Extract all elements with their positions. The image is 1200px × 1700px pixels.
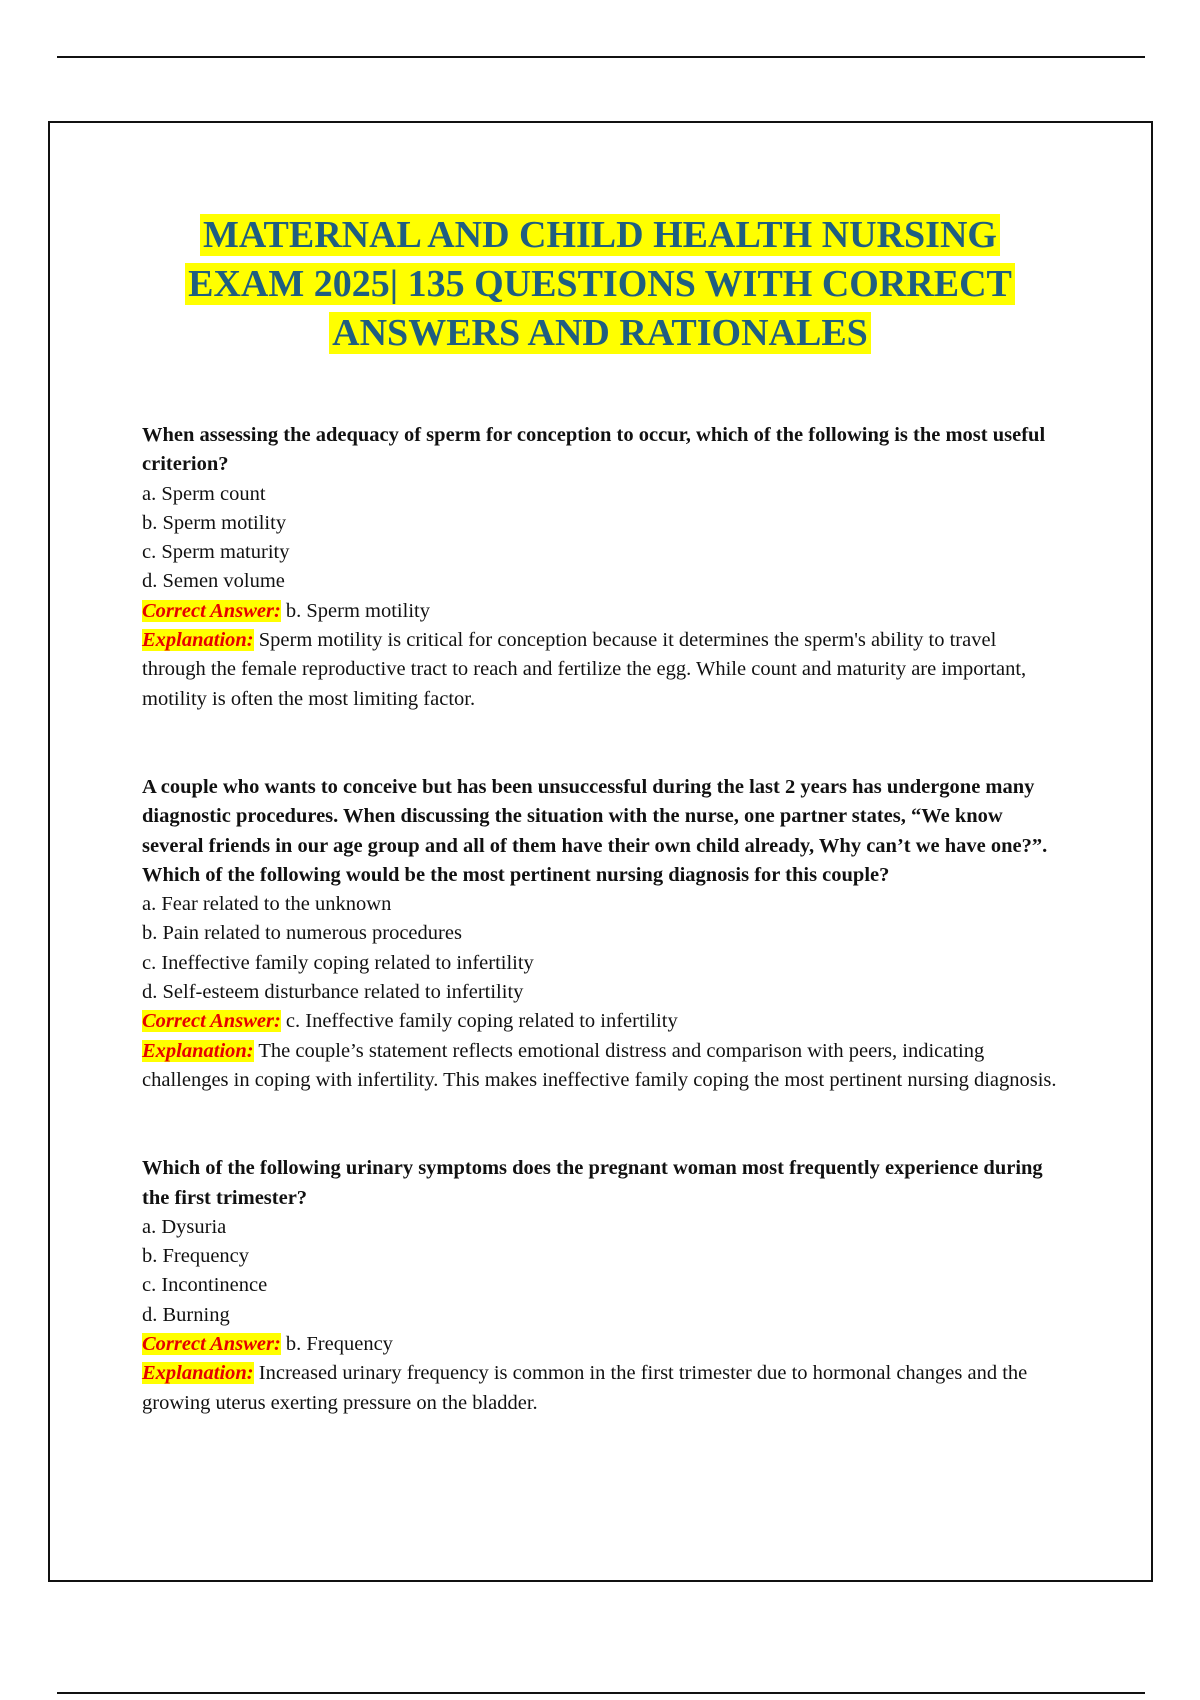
correct-answer-value: c. Ineffective family coping related to infertility (285, 1010, 678, 1033)
correct-answer-line (142, 1007, 1062, 1036)
correct-answer-line (142, 597, 1062, 626)
correct-answer-value: b. Frequency (285, 1333, 393, 1356)
question-block-1 (142, 421, 1062, 714)
option-c: c. Sperm maturity (142, 541, 290, 564)
explanation-text: Increased urinary frequency is common in the first trimester due to hormonal changes and the growing uterus exerting pressure on the bladder. (142, 1362, 1028, 1414)
question-text: When assessing the adequacy of sperm for conception to occur, which of the following is the most useful criterion? (142, 424, 1046, 476)
option-d: d. Self-esteem disturbance related to infertility (142, 981, 524, 1004)
questions-list (142, 421, 1062, 1418)
correct-answer-label: Correct Answer: (142, 1010, 281, 1033)
option-c: c. Ineffective family coping related to infertility (142, 951, 534, 974)
explanation-text: Sperm motility is critical for conception because it determines the sperm's ability to travel through the female reproductive tract to reach and fertilize the egg. While count and maturity are important, motility is often the most limiting factor. (142, 629, 1027, 710)
correct-answer-label: Correct Answer: (142, 1333, 281, 1356)
top-rule (57, 56, 1145, 58)
question-block-3 (142, 1154, 1062, 1418)
option-b: b. Pain related to numerous procedures (142, 922, 462, 945)
explanation-line (142, 1037, 1062, 1096)
title-line-1: MATERNAL AND CHILD HEALTH NURSING (200, 214, 1000, 256)
explanation-text: The couple’s statement reflects emotional distress and comparison with peers, indicating challenges in coping with infertility. This makes ineffective family coping the most pertinent nursing diagnosis. (142, 1039, 1057, 1091)
correct-answer-value: b. Sperm motility (285, 599, 430, 622)
option-a: a. Dysuria (142, 1215, 227, 1238)
correct-answer-line (142, 1330, 1062, 1359)
option-a: a. Fear related to the unknown (142, 893, 392, 916)
question-block-2 (142, 773, 1062, 1095)
explanation-label: Explanation: (142, 629, 254, 652)
explanation-line (142, 626, 1062, 714)
option-a: a. Sperm count (142, 482, 266, 505)
explanation-label: Explanation: (142, 1039, 254, 1062)
option-c: c. Incontinence (142, 1274, 268, 1297)
explanation-line (142, 1359, 1062, 1418)
question-text: A couple who wants to conceive but has been unsuccessful during the last 2 years has undergone many diagnostic procedures. When discussing the situation with the nurse, one partner states, “We know several friends in our age group and all of them have their own child already, Why can’t we have one?”. Which of the following would be the most pertinent nursing diagnosis for this couple? (142, 775, 1048, 886)
correct-answer-label: Correct Answer: (142, 599, 281, 622)
title-line-2: EXAM 2025| 135 QUESTIONS WITH CORRECT (185, 263, 1015, 305)
option-b: b. Sperm motility (142, 511, 287, 534)
option-b: b. Frequency (142, 1245, 250, 1268)
bottom-rule (57, 1692, 1145, 1694)
title-line-3: ANSWERS AND RATIONALES (329, 312, 871, 354)
option-d: d. Semen volume (142, 570, 285, 593)
explanation-label: Explanation: (142, 1362, 254, 1385)
page-title (0, 211, 1200, 358)
option-d: d. Burning (142, 1303, 230, 1326)
question-text: Which of the following urinary symptoms does the pregnant woman most frequently experience during the first trimester? (142, 1157, 1043, 1209)
